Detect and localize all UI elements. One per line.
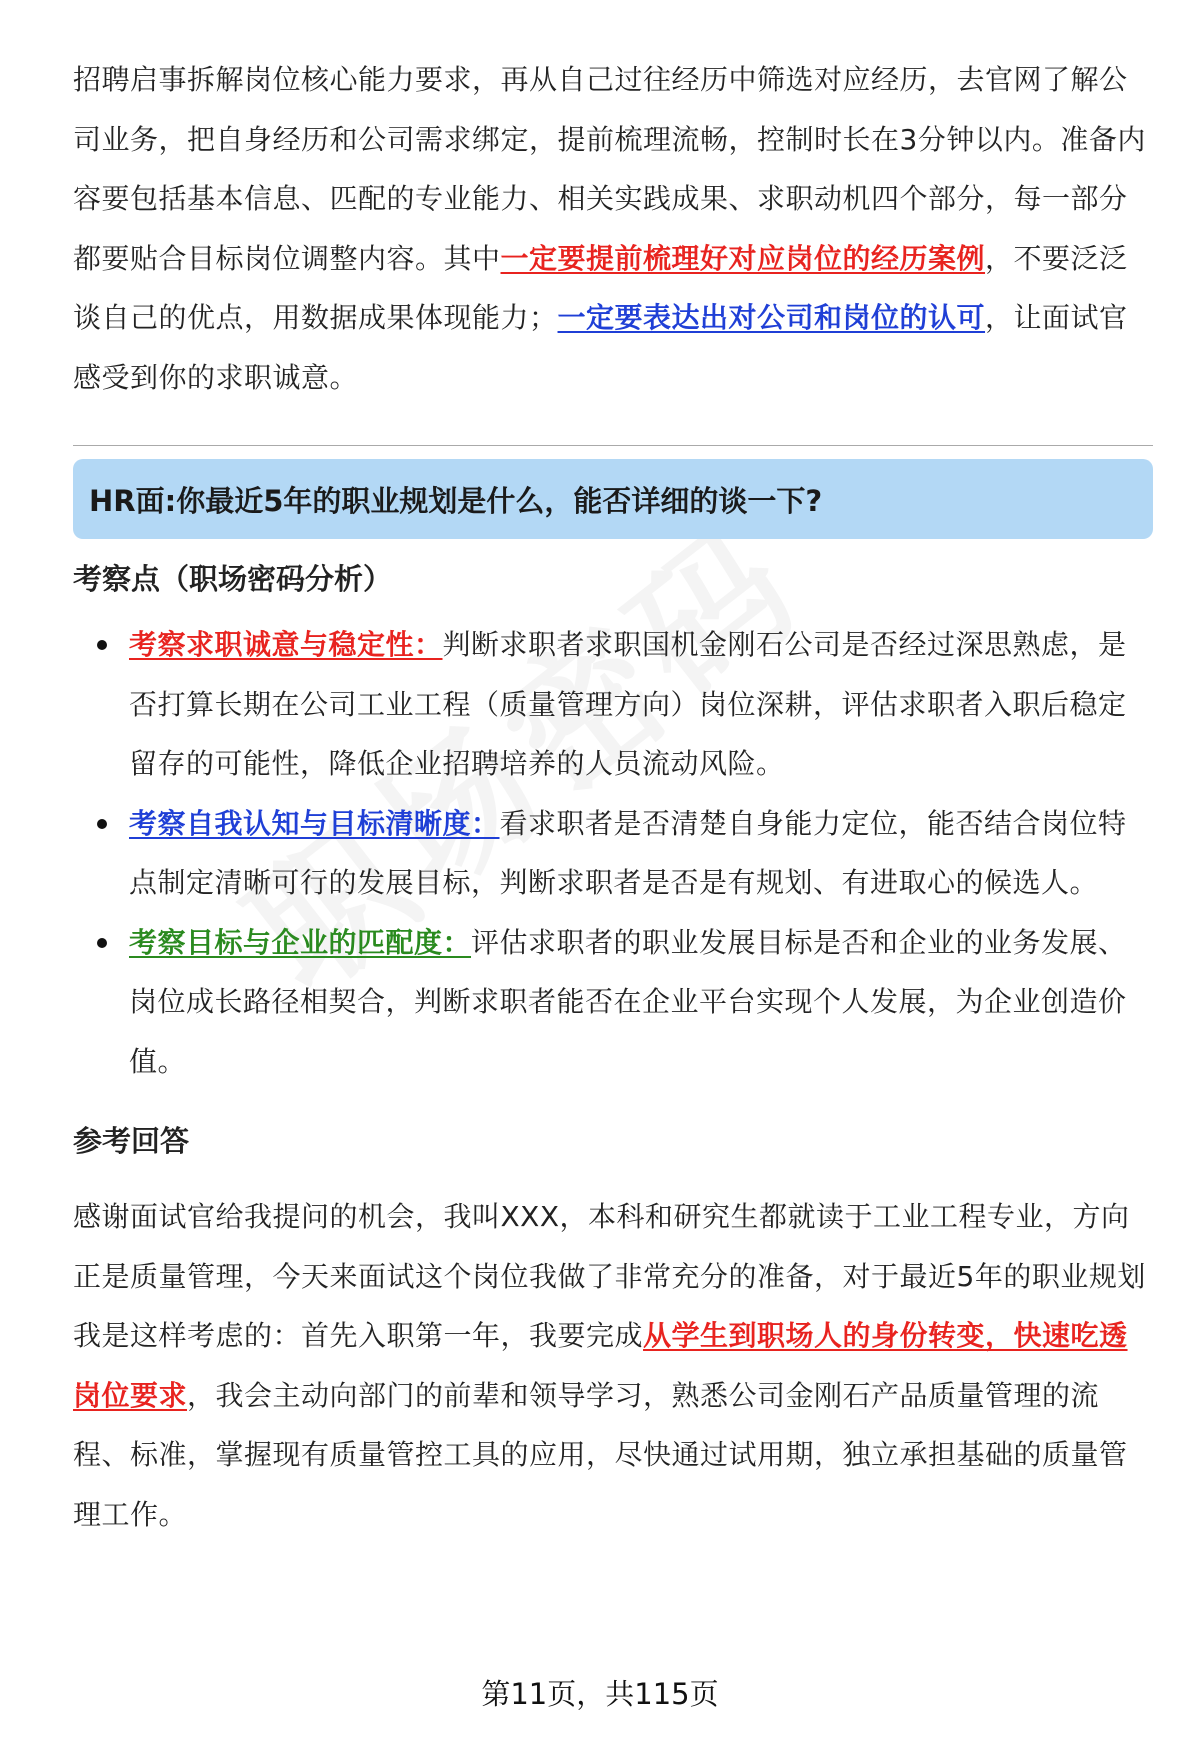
analysis-item-label: 考察求职诚意与稳定性： [129, 628, 443, 661]
analysis-item-text: 看求职者是否清楚自身能力定位，能否结合岗位特点制定清晰可行的发展目标，判断求职者是否是有规划、有进取心的候选人。 [129, 806, 1127, 899]
question-text: HR面:你最近5年的职业规划是什么，能否详细的谈一下? [89, 483, 823, 518]
analysis-item-label: 考察目标与企业的匹配度： [129, 925, 472, 959]
analysis-item-text: 判断求职者求职国机金刚石公司是否经过深思熟虑，是否打算长期在公司工业工程（质量管理方向）岗位深耕，评估求职者入职后稳定留存的可能性，降低企业招聘培养的人员流动风险。 [129, 628, 1127, 780]
question-box [73, 459, 1153, 539]
reference-answer-title: 参考回答 [73, 1124, 190, 1158]
intro-highlight-red: 一定要提前梳理好对应岗位的经历案例 [500, 241, 986, 275]
analysis-item-text: 评估求职者的职业发展目标是否和企业的业务发展、岗位成长路径相契合，判断求职者能否在企业平台实现个人发展，为企业创造价值。 [129, 925, 1127, 1078]
intro-text-1: 招聘启事拆解岗位核心能力要求，再从自己过往经历中筛选对应经历，去官网了解公司业务，把自身经历和公司需求绑定，提前梳理流畅，控制时长在3分钟以内。准备内容要包括基本信息、匹配的专业能力、相关实践成果、求职动机四个部分，每一部分都要贴合目标岗位调整内容。其中 [73, 63, 1146, 275]
reference-answer-paragraph [73, 1187, 1153, 1544]
page-number: 第11页，共115页 [481, 1677, 719, 1711]
intro-paragraph [73, 50, 1153, 407]
analysis-item-label: 考察自我认知与目标清晰度： [129, 806, 500, 840]
analysis-list [73, 615, 1153, 1091]
intro-highlight-blue: 一定要表达出对公司和岗位的认可 [557, 301, 986, 334]
analysis-title: 考察点（职场密码分析） [73, 562, 393, 596]
section-divider [73, 445, 1153, 446]
analysis-item [129, 913, 1153, 1092]
answer-text-2: ，我会主动向部门的前辈和领导学习，熟悉公司金刚石产品质量管理的流程、标准，掌握现有质量管控工具的应用，尽快通过试用期，独立承担基础的质量管理工作。 [73, 1378, 1128, 1531]
intro-text-2: ，不要泛泛谈自己的优点，用数据成果体现能力； [73, 241, 1128, 334]
analysis-item [129, 794, 1153, 913]
intro-text-3: ，让面试官感受到你的求职诚意。 [73, 301, 1128, 394]
answer-highlight-red: 从学生到职场人的身份转变，快速吃透岗位要求 [73, 1319, 1128, 1412]
answer-text-1: 感谢面试官给我提问的机会，我叫XXX，本科和研究生都就读于工业工程专业，方向正是质量管理，今天来面试这个岗位我做了非常充分的准备，对于最近5年的职业规划我是这样考虑的：首先入职第一年，我要完成 [73, 1200, 1146, 1352]
analysis-item [129, 615, 1153, 794]
document-page [73, 50, 1153, 1544]
